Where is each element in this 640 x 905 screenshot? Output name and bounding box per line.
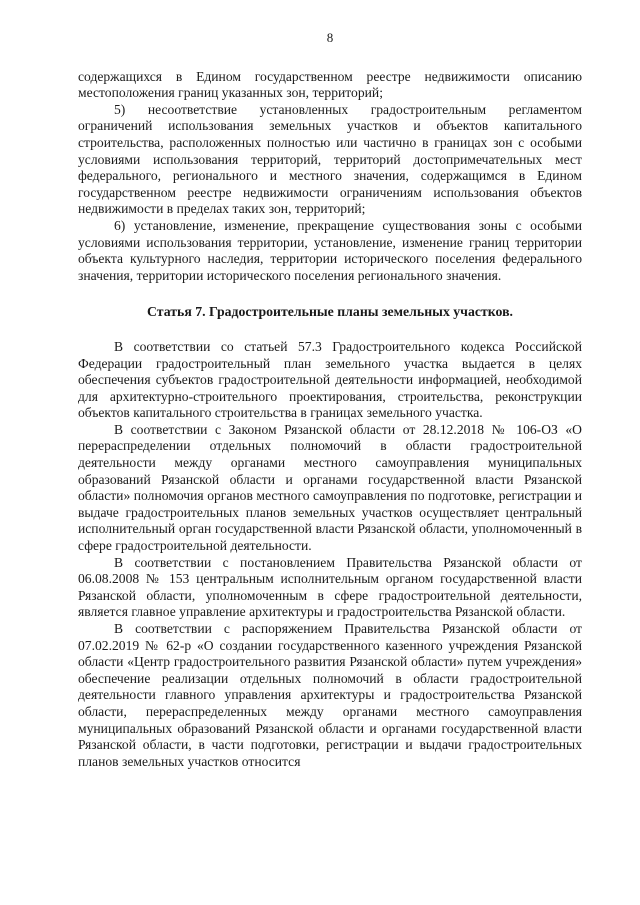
article-paragraph: В соответствии с постановлением Правительства Рязанской области от 06.08.2008 № 153 центральным исполнительным органом государственной власти Рязанской области, уполномоченным в сфере градостроительной деятельности, является главное управление архитектуры и градостроительства Рязанской области.	[78, 554, 582, 620]
list-item-6: 6) установление, изменение, прекращение существования зоны с особыми условиями использования территории, установление, изменение границ территории объекта культурного наследия, территории исторического поселения федерального значения, территории исторического поселения регионального значения.	[78, 217, 582, 283]
page-number: 8	[326, 30, 334, 45]
article-paragraph: В соответствии со статьей 57.3 Градостроительного кодекса Российской Федерации градостроительный план земельного участка выдается в целях обеспечения субъектов градостроительной деятельности информацией, необходимой для архитектурно-строительного проектирования, строительства, реконструкции объектов капитального строительства в границах земельного участка.	[78, 338, 582, 421]
paragraph-continuation: содержащихся в Едином государственном реестре недвижимости описанию местоположения границ указанных зон, территорий;	[78, 68, 582, 101]
article-heading: Статья 7. Градостроительные планы земельных участков.	[147, 304, 513, 320]
article-paragraph: В соответствии с Законом Рязанской области от 28.12.2018 № 106-ОЗ «О перераспределении отдельных полномочий в области градостроительной деятельности между органами местного самоуправления муниципальных образований Рязанской области и органами государственной власти Рязанской области» полномочия органов местного самоуправления по подготовке, регистрации и выдаче градостроительных планов земельных участков осуществляет центральный исполнительный орган государственной власти Рязанской области, уполномоченный в сфере градостроительной деятельности.	[78, 421, 582, 554]
article-paragraph: В соответствии с распоряжением Правительства Рязанской области от 07.02.2019 № 62-р «О создании государственного казенного учреждения Рязанской области «Центр градостроительного развития Рязанской области» путем учреждения» обеспечение реализации отдельных полномочий в области градостроительной деятельности главного управления архитектуры и градостроительства Рязанской области, перераспределенных между органами местного самоуправления муниципальных образований Рязанской области и органами государственной власти Рязанской области, в части подготовки, регистрации и выдачи градостроительных планов земельных участков относится	[78, 621, 582, 769]
list-item-5: 5) несоответствие установленных градостроительным регламентом ограничений использования земельных участков и объектов капитального строительства, расположенных полностью или частично в границах зон с особыми условиями использования территорий, территорий достопримечательных мест федерального, регионального и местного значения, содержащимся в Едином государственном реестре недвижимости ограничениям использования объектов недвижимости в пределах таких зон, территорий;	[78, 101, 582, 217]
